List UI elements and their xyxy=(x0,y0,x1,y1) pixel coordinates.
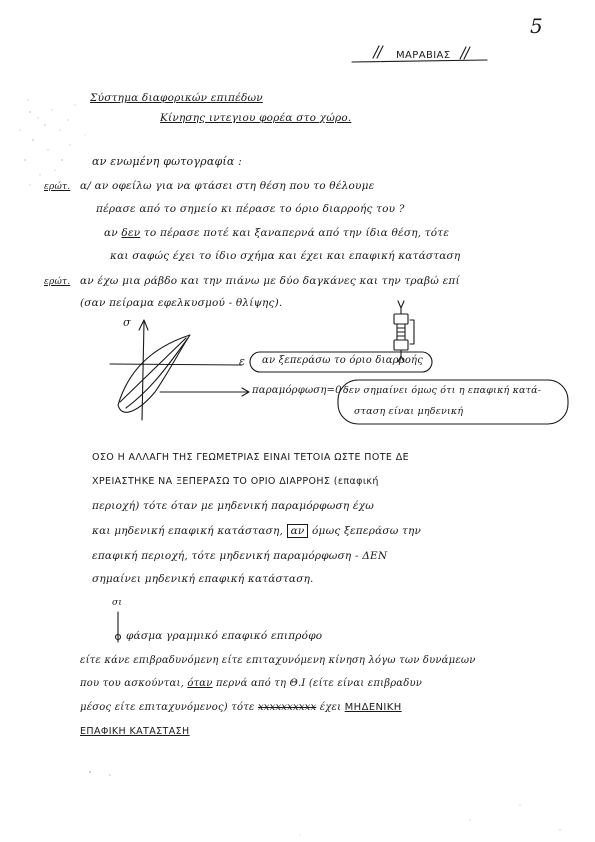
q2-line-1: αν έχω μια ράβδο και την πιάνω με δύο δαγκάνες και την τραβώ επί xyxy=(80,275,460,287)
final-line-4 xyxy=(80,702,402,713)
page-number: 5 xyxy=(530,14,543,38)
q1-line-1: α/ αν οφείλω για να φτάσει στη θέση που το θέλουμε xyxy=(80,180,375,192)
paragraph-line-4b: όμως ξεπεράσω την xyxy=(312,525,422,537)
final-line-2: είτε κάνε επιβραδυνόμενη είτε επιταχυνόμενη κίνηση λόγω των δυνάμεων xyxy=(80,655,476,666)
q1-line-4: και σαφώς έχει το ίδιο σχήμα και έχει και επαφική κατάσταση xyxy=(110,250,461,262)
q1-negation: δεν xyxy=(121,227,141,239)
final-line-4a: μέσος είτε επιταχυνόμενος) τότε xyxy=(80,702,255,713)
final-line-1: φάσμα γραμμικό επαφικό επιπρόφο xyxy=(126,630,323,642)
section-intro: αν ενωμένη φωτογραφία : xyxy=(92,155,243,168)
final-line-3a: που του ασκούνται, xyxy=(80,678,184,689)
q1-label: ερώτ. xyxy=(44,182,71,192)
axis-x-label: ε xyxy=(239,355,246,368)
paragraph-line-5: επαφική περιοχή, τότε μηδενική παραμόρφωση - ΔΕΝ xyxy=(92,550,388,562)
final-caps-word: ΜΗΔΕΝΙΚΗ xyxy=(344,702,402,713)
paragraph-line-6: σημαίνει μηδενική επαφική κατάσταση. xyxy=(92,573,314,585)
axis-y-label: σ xyxy=(123,316,131,329)
q1-line-2: πέρασε από το σημείο κι πέρασε το όριο διαρροής του ? xyxy=(96,203,405,215)
q1-line-3b: το πέρασε ποτέ και ξαναπερνά από την ίδια θέση, τότε xyxy=(143,227,450,239)
q2-label: ερώτ. xyxy=(44,277,71,287)
title-line-1: Σύστημα διαφορικών επιπέδων xyxy=(90,92,263,104)
bubble-2-line-1: δεν σημαίνει όμως ότι η επαφική κατά- xyxy=(343,385,542,396)
final-struck-word: xxxxxxxxxx xyxy=(257,702,317,713)
final-line-4b: έχει xyxy=(319,702,342,713)
q1-line-3a: αν xyxy=(104,227,118,239)
title-line-2: Κίνησης ιντεγιου φορέα στο χώρο. xyxy=(160,112,352,124)
bubble-2-line-2: σταση είναι μηδενική xyxy=(354,406,464,417)
final-line-3 xyxy=(80,678,422,689)
paragraph-line-1: ΟΣΟ Η ΑΛΛΑΓΗ ΤΗΣ ΓΕΩΜΕΤΡΙΑΣ ΕΙΝΑΙ ΤΕΤΟΙΑ ΩΣΤΕ ΠΟΤΕ ΔΕ xyxy=(92,452,410,463)
final-line-3b: περνά από τη Θ.Ι (είτε είναι επιβραδυν xyxy=(215,678,423,689)
final-underlined-word: όταν xyxy=(187,678,213,689)
author-name: ΜΑΡΑΒΙΑΣ xyxy=(396,50,451,61)
q2-line-2: (σαν πείραμα εφελκυσμού - θλίψης). xyxy=(80,297,283,309)
paragraph-line-2: ΧΡΕΙΑΣΤΗΚΕ ΝΑ ΞΕΠΕΡΑΣΩ ΤΟ ΟΡΙΟ ΔΙΑΡΡΟΗΣ (επαφική xyxy=(92,476,379,487)
arrow-label: παραμόρφωση=0 : xyxy=(252,385,349,396)
final-line-5: ΕΠΑΦΙΚΗ ΚΑΤΑΣΤΑΣΗ xyxy=(80,726,190,737)
bubble-1-text: αν ξεπεράσω το όριο διαρροής xyxy=(262,355,424,366)
paragraph-line-3: περιοχή) τότε όταν με μηδενική παραμόρφωση έχω xyxy=(92,500,375,512)
paragraph-boxed-word: αν xyxy=(287,524,309,538)
paragraph-line-4a: και μηδενική επαφική κατάσταση, xyxy=(92,525,284,537)
final-axis-label: σι xyxy=(112,598,123,608)
